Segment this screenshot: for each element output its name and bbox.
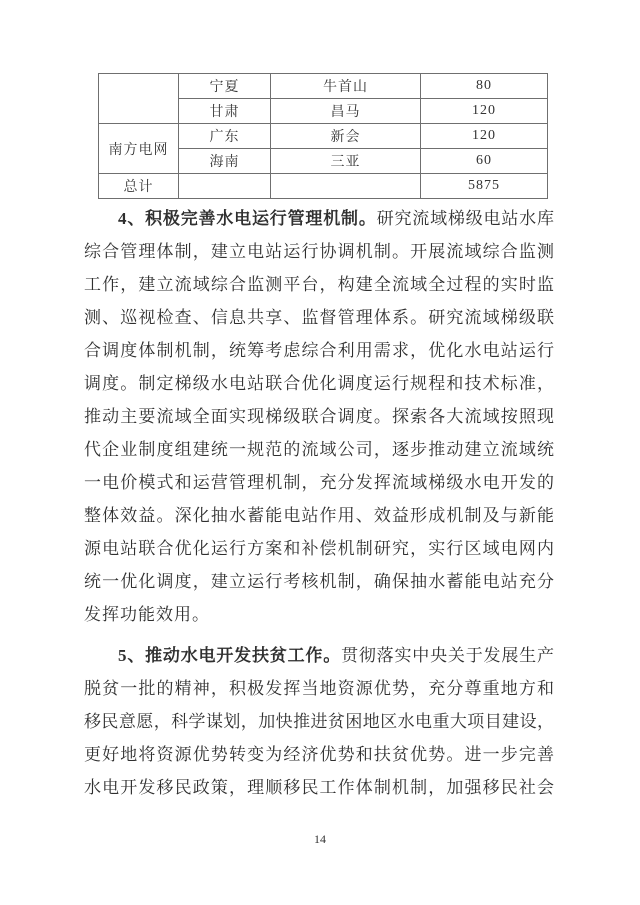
text-line: 脱贫一批的精神，积极发挥当地资源优势，充分尊重地方和 [84, 679, 554, 698]
page-number: 14 [314, 832, 326, 846]
text-line: 发挥功能效用。 [84, 605, 210, 624]
paragraph-5 [84, 639, 554, 804]
text-line: 源电站联合优化运行方案和补偿机制研究，实行区域电网内 [84, 539, 554, 558]
text-line: 水电开发移民政策，理顺移民工作体制机制，加强移民社会 [84, 778, 554, 797]
text-line: 合调度体制机制，统筹考虑综合利用需求，优化水电站运行 [84, 341, 554, 360]
table-cell-province: 海南 [179, 149, 271, 174]
body-text [84, 202, 554, 804]
text-line: 一电价模式和运营管理机制，充分发挥流域梯级水电开发的 [84, 473, 554, 492]
table-cell-empty [179, 174, 271, 199]
table-cell-total-value: 5875 [421, 174, 548, 199]
paragraph-4 [84, 202, 554, 631]
text-line: 更好地将资源优势转变为经济优势和扶贫优势。进一步完善 [84, 745, 554, 764]
table-cell-total-label: 总计 [99, 174, 179, 199]
paragraph-5-lines [84, 672, 554, 804]
table-cell-project: 牛首山 [271, 74, 421, 99]
table-cell-value: 120 [421, 99, 548, 124]
table-cell-value: 60 [421, 149, 548, 174]
paragraph-4-first-line-rest: 研究流域梯级电站水库 [376, 209, 554, 228]
table-cell-value: 80 [421, 74, 548, 99]
table-cell-value: 120 [421, 124, 548, 149]
text-line: 整体效益。深化抽水蓄能电站作用、效益形成机制及与新能 [84, 506, 554, 525]
text-line: 代企业制度组建统一规范的流域公司，逐步推动建立流域统 [84, 440, 554, 459]
paragraph-4-first-line [84, 202, 554, 235]
table-cell-project: 新会 [271, 124, 421, 149]
text-line: 推动主要流域全面实现梯级联合调度。探索各大流域按照现 [84, 407, 554, 426]
text-line: 测、巡视检查、信息共享、监督管理体系。研究流域梯级联 [84, 308, 554, 327]
table-cell-province: 广东 [179, 124, 271, 149]
paragraph-4-heading: 4、积极完善水电运行管理机制。 [118, 209, 377, 228]
text-line: 移民意愿，科学谋划，加快推进贫困地区水电重大项目建设， [84, 712, 554, 731]
table-cell-grid-continued [99, 74, 179, 124]
table-row-total [99, 174, 548, 199]
hydropower-projects-table [98, 73, 548, 199]
table-cell-project: 昌马 [271, 99, 421, 124]
paragraph-4-lines [84, 235, 554, 631]
table-cell-grid-label: 南方电网 [99, 124, 179, 174]
text-line: 统一优化调度，建立运行考核机制，确保抽水蓄能电站充分 [84, 572, 554, 591]
table-row [99, 124, 548, 149]
table-cell-empty [271, 174, 421, 199]
text-line: 调度。制定梯级水电站联合优化调度运行规程和技术标准， [84, 374, 554, 393]
paragraph-5-first-line [84, 639, 554, 672]
paragraph-5-heading: 5、推动水电开发扶贫工作。 [118, 646, 342, 665]
text-line: 工作，建立流域综合监测平台，构建全流域全过程的实时监 [84, 275, 554, 294]
table-cell-province: 宁夏 [179, 74, 271, 99]
paragraph-5-first-line-rest: 贯彻落实中央关于发展生产 [341, 646, 554, 665]
table-cell-project: 三亚 [271, 149, 421, 174]
text-line: 综合管理体制，建立电站运行协调机制。开展流域综合监测 [84, 242, 554, 261]
table-row [99, 74, 548, 99]
table-cell-province: 甘肃 [179, 99, 271, 124]
